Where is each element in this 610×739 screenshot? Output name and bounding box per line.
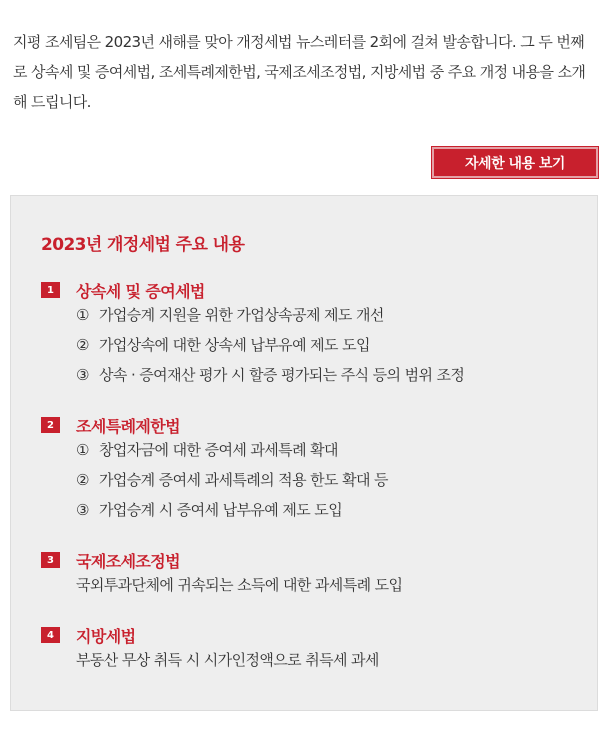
list-item (76, 300, 591, 330)
list-item (76, 330, 591, 360)
section-title: 국제조세조정법 (76, 551, 180, 571)
item-marker: ② (76, 471, 89, 489)
summary-box (10, 195, 598, 711)
list-item (76, 495, 591, 525)
list-item (76, 645, 591, 675)
section-title: 조세특례제한법 (76, 416, 180, 436)
item-text: 가업승계 증여세 과세특례의 적용 한도 확대 등 (99, 471, 388, 489)
section-international-tax (41, 550, 591, 600)
item-text: 가업승계 지원을 위한 가업상속공제 제도 개선 (99, 306, 384, 324)
section-number-badge: 4 (41, 627, 60, 643)
item-marker: ③ (76, 501, 89, 519)
section-number-badge: 1 (41, 282, 60, 298)
item-marker: ① (76, 306, 89, 324)
list-item (76, 465, 591, 495)
intro-paragraph: 지평 조세팀은 2023년 새해를 맞아 개정세법 뉴스레터를 2회에 걸쳐 발송합니다. 그 두 번째로 상속세 및 증여세법, 조세특례제한법, 국제조세조정법, 지방세법 중 주요 개정 내용을 소개해 드립니다. (13, 33, 586, 111)
item-text: 가업승계 시 증여세 납부유예 제도 도입 (99, 501, 343, 519)
section-title: 상속세 및 증여세법 (76, 281, 205, 301)
section-special-tax (41, 415, 591, 525)
item-marker: ② (76, 336, 89, 354)
item-text: 상속 · 증여재산 평가 시 할증 평가되는 주식 등의 범위 조정 (99, 366, 465, 384)
item-text: 창업자금에 대한 증여세 과세특례 확대 (99, 441, 338, 459)
list-item (76, 435, 591, 465)
item-marker: ③ (76, 366, 89, 384)
summary-title: 2023년 개정세법 주요 내용 (41, 235, 245, 255)
item-text: 국외투과단체에 귀속되는 소득에 대한 과세특례 도입 (76, 576, 403, 594)
section-inheritance-tax (41, 280, 591, 390)
item-text: 가업상속에 대한 상속세 납부유예 제도 도입 (99, 336, 370, 354)
list-item (76, 360, 591, 390)
section-local-tax (41, 625, 591, 675)
item-text: 부동산 무상 취득 시 시가인정액으로 취득세 과세 (76, 651, 379, 669)
detail-button[interactable]: 자세한 내용 보기 (432, 147, 598, 178)
section-title: 지방세법 (76, 626, 136, 646)
section-number-badge: 3 (41, 552, 60, 568)
section-number-badge: 2 (41, 417, 60, 433)
item-marker: ① (76, 441, 89, 459)
list-item (76, 570, 591, 600)
